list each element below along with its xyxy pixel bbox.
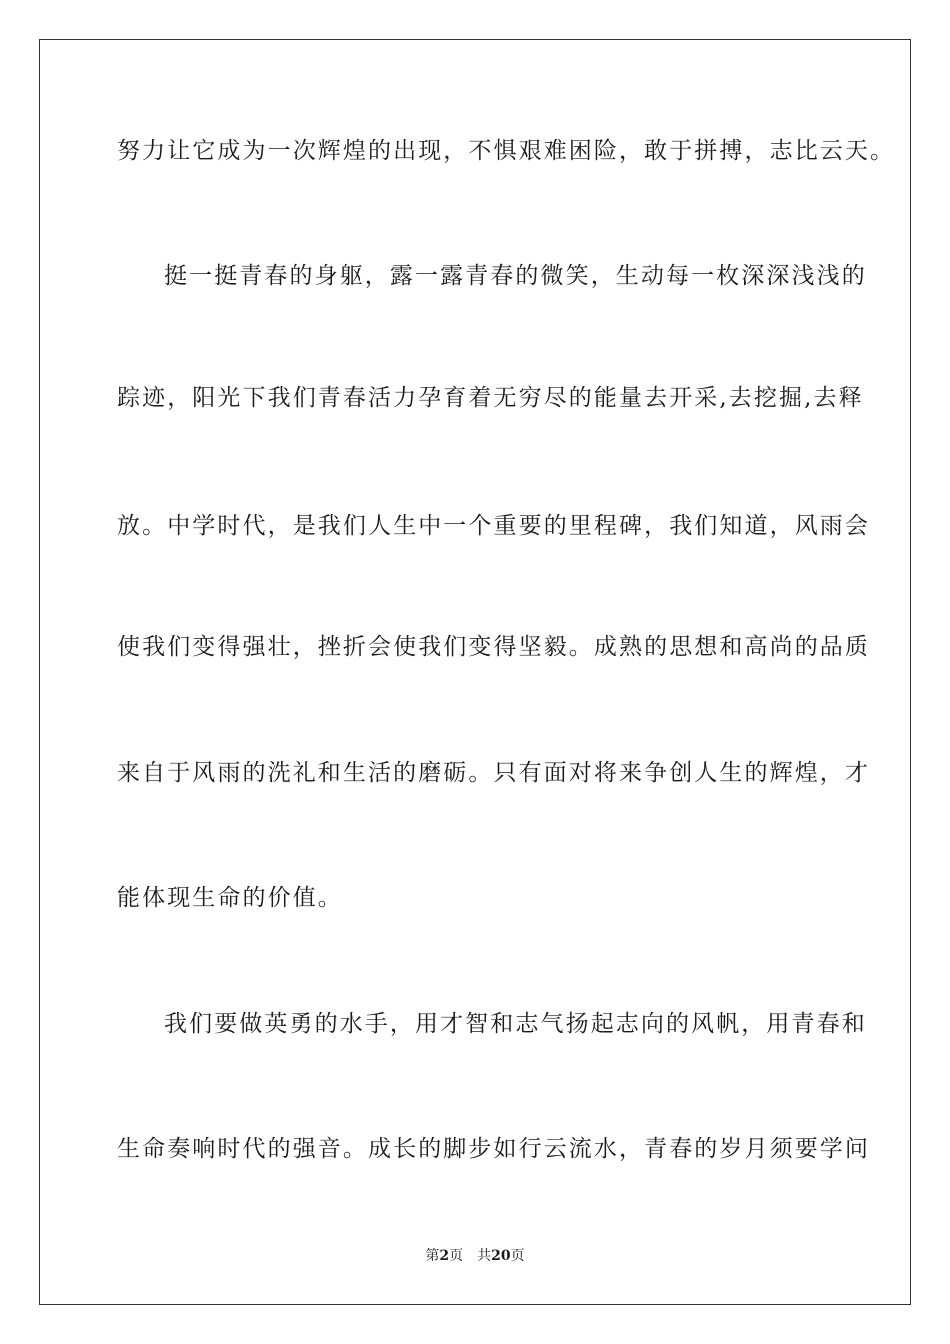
page-border	[39, 39, 911, 1305]
text-line-9: 生命奏响时代的强音。成长的脚步如行云流水，青春的岁月须要学问	[117, 1136, 870, 1162]
page-number: 2	[439, 1248, 450, 1264]
text-line-2: 挺一挺青春的身躯，露一露青春的微笑，生动每一枚深深浅浅的	[164, 263, 867, 289]
text-line-5: 使我们变得强壮，挫折会使我们变得坚毅。成熟的思想和高尚的品质	[117, 634, 870, 660]
text-line-1: 努力让它成为一次辉煌的出现，不惧艰难困险，敢于拼搏，志比云天。	[117, 138, 896, 164]
text-line-3: 踪迹，阳光下我们青春活力孕育着无穷尽的能量去开采,去挖掘,去释	[117, 385, 864, 411]
page-total: 20	[491, 1248, 511, 1264]
text-line-7: 能体现生命的价值。	[117, 885, 343, 911]
page-prefix: 第	[425, 1248, 440, 1264]
text-line-4: 放。中学时代，是我们人生中一个重要的里程碑，我们知道，风雨会	[117, 513, 870, 539]
text-line-8: 我们要做英勇的水手，用才智和志气扬起志向的风帆，用青春和	[164, 1011, 867, 1037]
total-suffix: 页	[510, 1248, 525, 1264]
total-prefix: 共	[477, 1248, 492, 1264]
text-line-6: 来自于风雨的洗礼和生活的磨砺。只有面对将来争创人生的辉煌，才	[117, 760, 870, 786]
page-suffix: 页	[449, 1248, 464, 1264]
page-footer	[0, 1246, 950, 1266]
